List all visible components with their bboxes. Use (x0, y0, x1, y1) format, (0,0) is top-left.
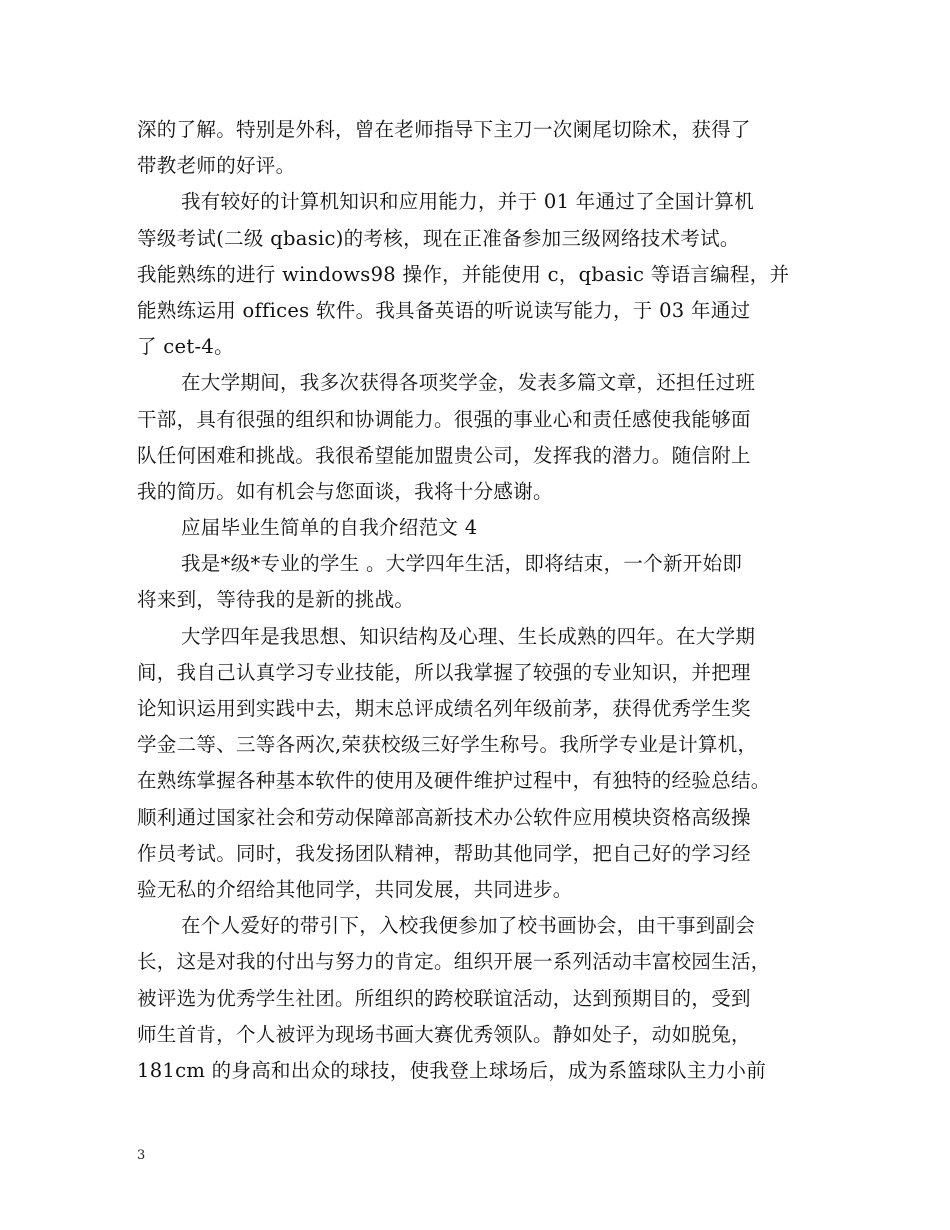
text-line: 干部，具有很强的组织和协调能力。很强的事业心和责任感使我能够面 (137, 407, 751, 431)
text-line: 验无私的介绍给其他同学，共同发展，共同进步。 (137, 877, 573, 901)
text-line: 长，这是对我的付出与努力的肯定。组织开展一系列活动丰富校园生活， (137, 950, 771, 974)
text-line: 我有较好的计算机知识和应用能力，并于 01 年通过了全国计算机 (181, 190, 755, 214)
text-line: 深的了解。特别是外科，曾在老师指导下主刀一次阑尾切除术，获得了 (137, 118, 751, 141)
page-number: 3 (137, 1148, 146, 1163)
text-line: 将来到，等待我的是新的挑战。 (137, 588, 415, 612)
text-line: 间，我自己认真学习专业技能，所以我掌握了较强的专业知识，并把理 (137, 660, 751, 684)
text-line: 能熟练运用 offices 软件。我具备英语的听说读写能力，于 03 年通过 (137, 298, 751, 322)
text-line: 师生首肯，个人被评为现场书画大赛优秀领队。静如处子，动如脱兔， (137, 1022, 751, 1046)
text-line: 带教老师的好评。 (137, 154, 296, 178)
text-line: 我能熟练的进行 windows98 操作，并能使用 c，qbasic 等语言编程，并 (137, 262, 790, 286)
text-line: 等级考试(二级 qbasic)的考核，现在正准备参加三级网络技术考试。 (137, 226, 740, 250)
text-line: 在大学期间，我多次获得各项奖学金，发表多篇文章，还担任过班 (181, 371, 756, 395)
document-body (137, 112, 837, 1089)
text-line: 我是*级*专业的学生 。大学四年生活，即将结束，一个新开始即 (181, 552, 743, 576)
text-line: 被评选为优秀学生社团。所组织的跨校联谊活动，达到预期目的，受到 (137, 986, 751, 1010)
text-line: 论知识运用到实践中去，期末总评成绩名列年级前茅，获得优秀学生奖 (137, 697, 751, 720)
text-line: 应届毕业生简单的自我介绍范文 4 (181, 516, 478, 540)
text-line: 我的简历。如有机会与您面谈，我将十分感谢。 (137, 479, 553, 503)
text-line: 了 cet-4。 (137, 335, 234, 359)
text-line: 作员考试。同时，我发扬团队精神，帮助其他同学，把自己好的学习经 (137, 841, 751, 865)
text-line: 队任何困难和挑战。我很希望能加盟贵公司，发挥我的潜力。随信附上 (137, 443, 751, 467)
text-line: 181cm 的身高和出众的球技，使我登上球场后，成为系篮球队主力小前 (137, 1058, 767, 1082)
text-line: 在熟练掌握各种基本软件的使用及硬件维护过程中，有独特的经验总结。 (137, 769, 771, 793)
text-line: 顺利通过国家社会和劳动保障部高新技术办公软件应用模块资格高级操 (137, 805, 751, 829)
text-line: 在个人爱好的带引下，入校我便参加了校书画协会，由干事到副会 (181, 914, 756, 938)
text-line: 大学四年是我思想、知识结构及心理、生长成熟的四年。在大学期 (181, 624, 756, 648)
text-line: 学金二等、三等各两次,荣获校级三好学生称号。我所学专业是计算机， (137, 733, 758, 757)
